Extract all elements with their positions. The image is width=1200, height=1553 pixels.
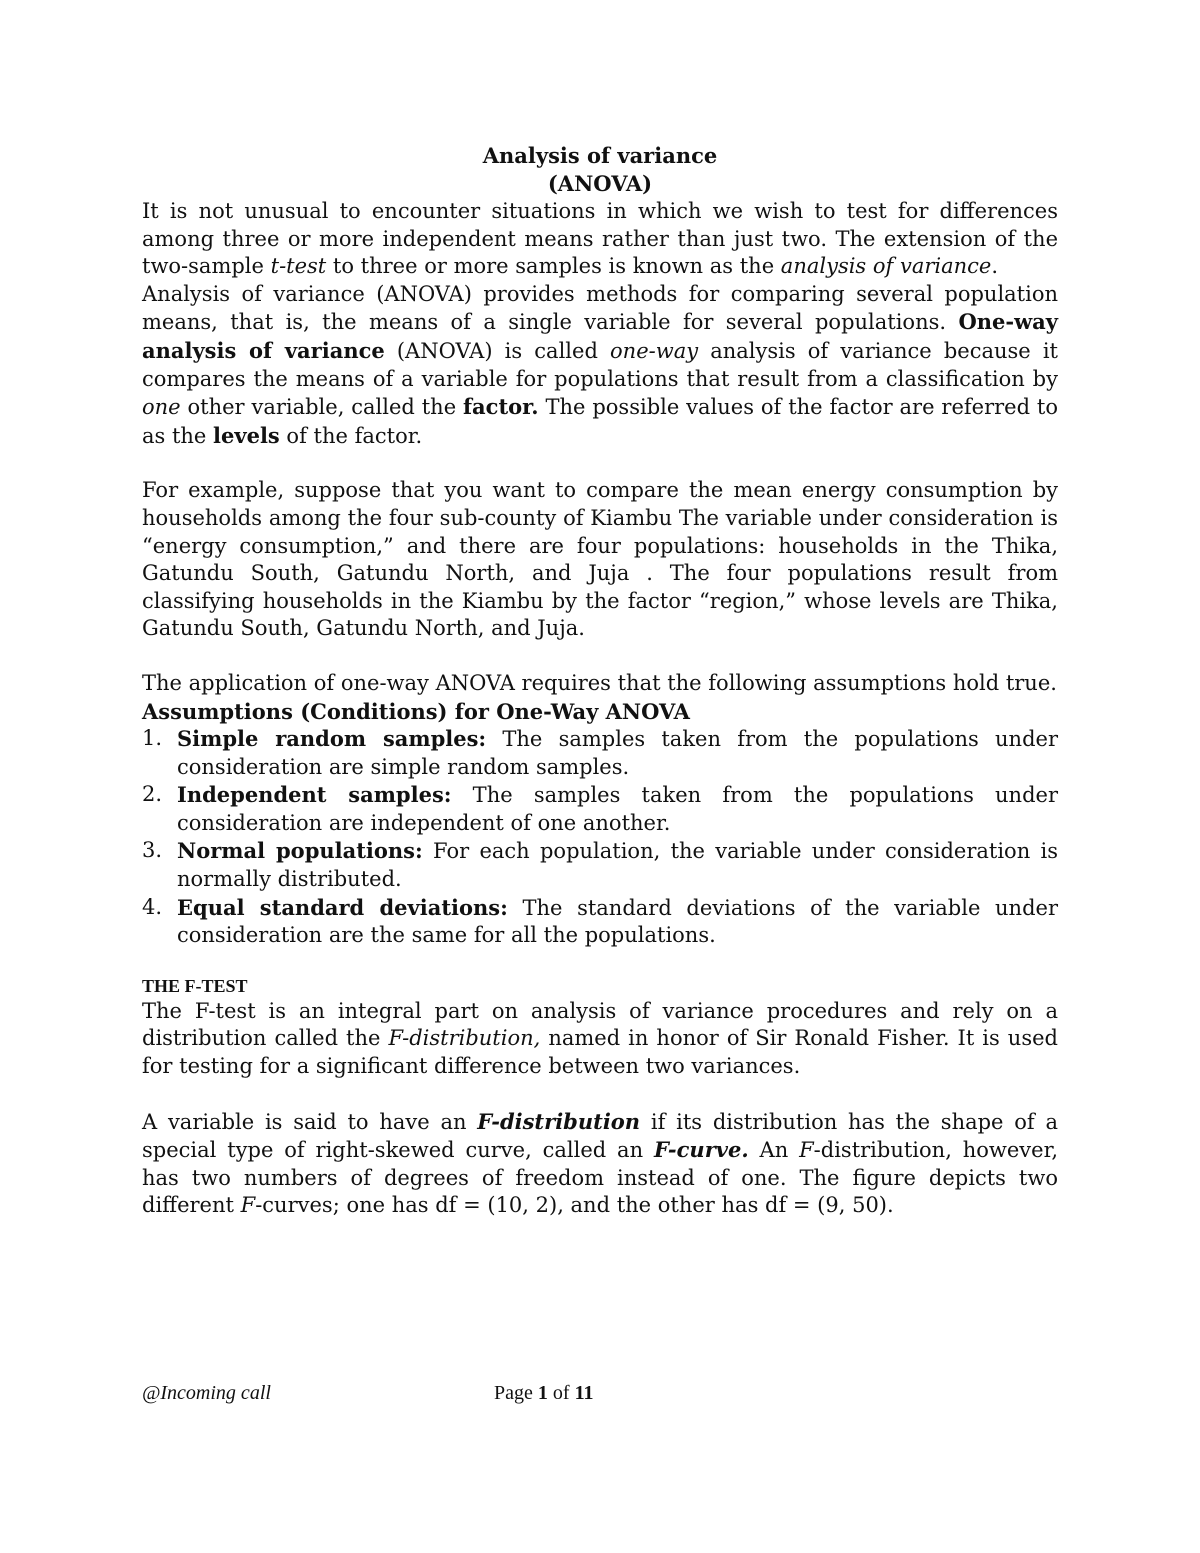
example-paragraph: For example, suppose that you want to compare the mean energy consumption by households among the four sub-county of Kiambu The variable under consideration is “energy consumption,” and there are four populations: households in the Thika, Gatundu South, Gatundu North, and Juja . The four populations result from classifying households in the Kiambu by the factor “region,” whose levels are Thika, Gatundu South, Gatundu North, and Juja. [142,478,1058,641]
page-number [494,1382,593,1405]
one-italic: one [142,395,181,420]
spacer [142,1081,1058,1108]
assumption-label: Equal standard deviations: [177,894,508,920]
factor-term: factor. [463,394,539,420]
assumption-label: Independent samples: [177,782,452,808]
document-page [142,142,1058,1220]
spacer [142,950,1058,974]
f-distribution-term: F-distribution [477,1108,641,1134]
one-way-italic: one-way [610,338,699,363]
ftest2-text-1: A variable is said to have an [142,1109,478,1134]
ftest2-text-2: if its distribution has the shape of a special type of right-skewed curve, called an [142,1109,1058,1163]
list-item [142,781,1058,837]
anova-text-5: The possible values of the factor are referred to as the [142,395,1058,448]
list-number: 3. [142,838,163,863]
of-label: of [547,1382,575,1404]
intro-text-1: It is not unusual to encounter situations in which we wish to test for differences among three or more independent means rather than just two. The extension of the two-sample [142,199,1058,279]
current-page: 1 [537,1382,548,1404]
assumption-label: Simple random samples: [177,726,487,752]
f-distribution-italic: F-distribution, [388,1026,541,1051]
total-pages: 11 [574,1382,594,1404]
intro-text-3: . [991,254,999,279]
page-label: Page [494,1382,538,1404]
ftest-paragraph-2 [142,1108,1058,1220]
assumptions-heading: Assumptions (Conditions) for One-Way ANOVA [142,698,690,724]
f-italic: F [799,1138,814,1163]
ftest-text-1: The F-test is an integral part on analysis of variance procedures and rely on a distribution called the [142,998,1058,1051]
intro-text-2: to three or more samples is known as the [326,254,781,279]
list-item [142,894,1058,950]
assumption-label: Normal populations: [177,838,423,864]
assumptions-list [142,725,1058,950]
ftest2-text-3: An [748,1138,800,1163]
document-subtitle: (ANOVA) [547,171,653,196]
list-item [142,725,1058,781]
spacer [142,643,1058,670]
f-curve-term: F-curve. [653,1137,749,1163]
ftest2-text-5: -curves; one has df = (10, 2), and the other has df = (9, 50). [255,1193,894,1218]
application-paragraph: The application of one-way ANOVA requires that the following assumptions hold true. [142,670,1057,695]
ftest-text-2: named in honor of Sir Ronald Fisher. It is used for testing for a significant difference between two variances. [142,1026,1058,1079]
list-number: 1. [142,726,163,751]
anova-text-2: (ANOVA) is called [384,338,611,363]
footer-left-text: @Incoming call [142,1382,271,1404]
assumption-text: The samples taken from the populations under consideration are independent of one another. [177,783,1058,835]
intro-paragraph [142,198,1058,281]
intro-anova-term: analysis of variance [780,254,992,279]
list-number: 4. [142,894,163,919]
f-italic: F [240,1193,256,1218]
ftest2-text-4: -distribution, however, has two numbers of degrees of freedom instead of one. The figure depicts two different [142,1138,1058,1218]
levels-term: levels [213,422,280,448]
anova-text-6: of the factor. [279,423,423,448]
assumption-text: The standard deviations of the variable under consideration are the same for all the populations. [177,895,1058,948]
list-number: 2. [142,782,163,807]
anova-paragraph [142,281,1058,451]
document-title: Analysis of variance [482,143,718,168]
list-item [142,837,1058,893]
ftest-heading: THE F-TEST [142,975,248,996]
assumption-text: The samples taken from the populations under consideration are simple random samples. [177,727,1058,779]
page-footer [142,1382,1058,1412]
anova-text-1: Analysis of variance (ANOVA) provides methods for comparing several population means, that is, the means of a single variable for several populations. [142,281,1058,335]
ftest-paragraph-1 [142,998,1058,1081]
anova-text-3: analysis of variance because it compares the means of a variable for populations that result from a classification by [142,338,1058,391]
assumption-text: For each population, the variable under consideration is normally distributed. [177,839,1059,892]
one-way-anova-term: One-way analysis of variance [142,309,1058,363]
intro-ttest-term: t-test [270,254,327,279]
spacer [142,450,1058,477]
anova-text-4: other variable, called the [180,395,464,420]
